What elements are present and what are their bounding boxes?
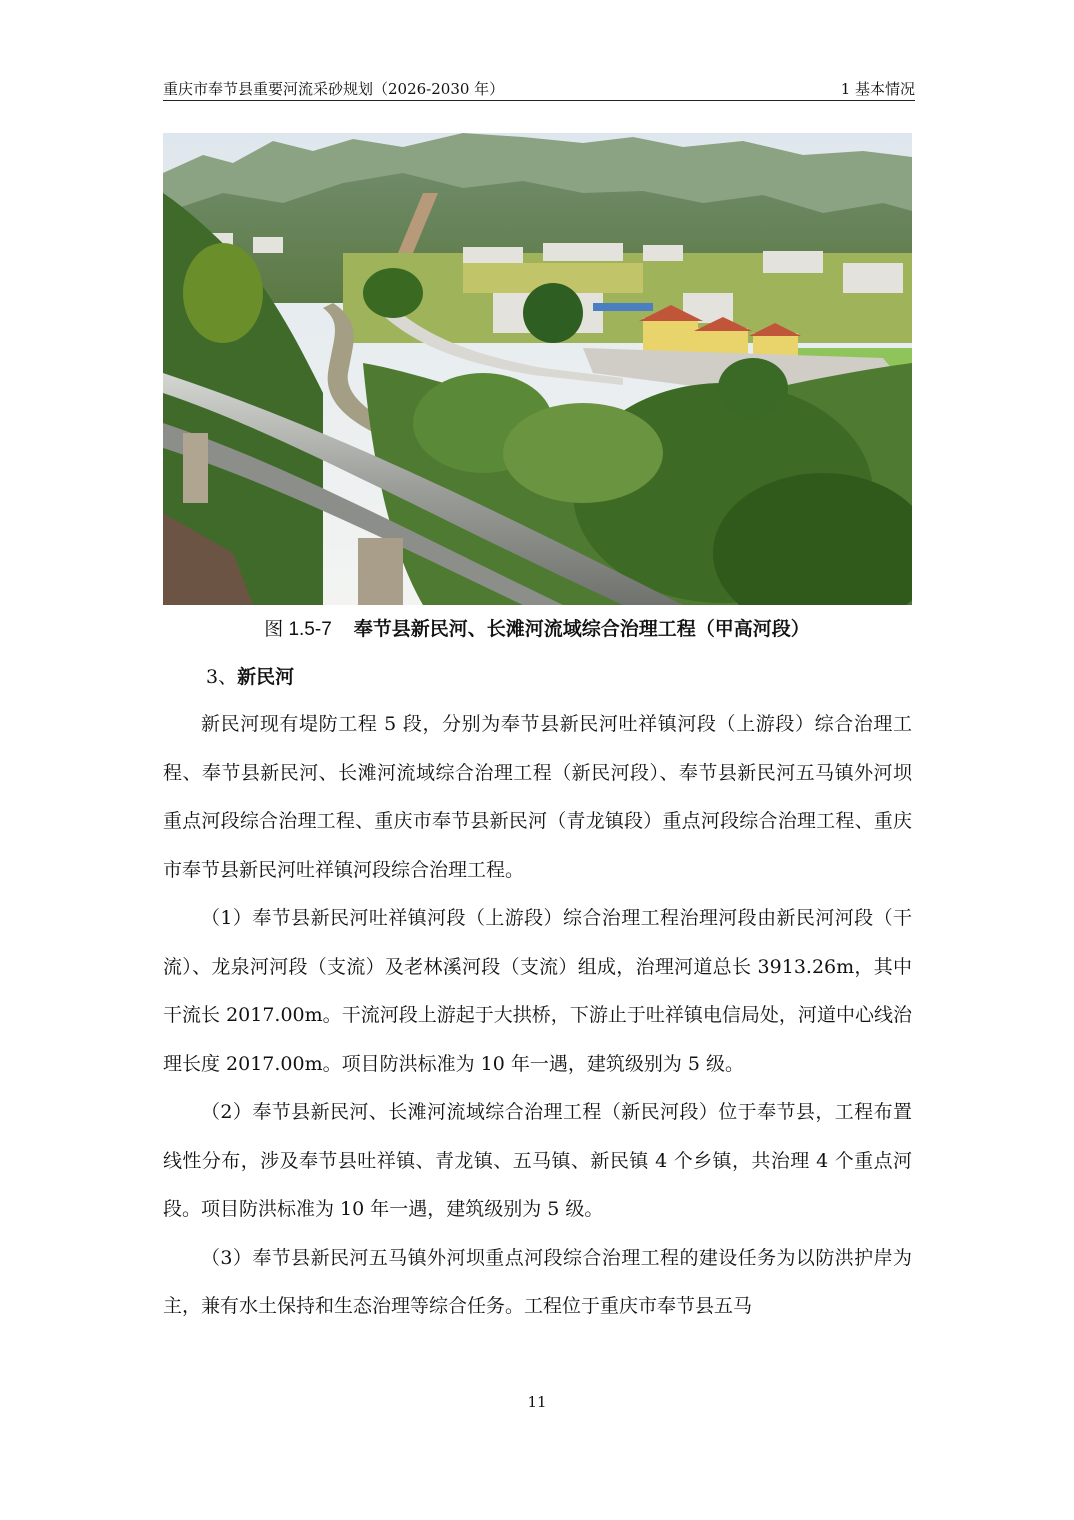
figure-number: 图 1.5-7 [264, 619, 332, 640]
paragraph: 新民河现有堤防工程 5 段，分别为奉节县新民河吐祥镇河段（上游段）综合治理工程、奉节县新民河、长滩河流域综合治理工程（新民河段）、奉节县新民河五马镇外河坝重点河段综合治理工程、重庆市奉节县新民河（青龙镇段）重点河段综合治理工程、重庆市奉节县新民河吐祥镇河段综合治理工程。 [163, 713, 912, 881]
paragraph: （3）奉节县新民河五马镇外河坝重点河段综合治理工程的建设任务为以防洪护岸为主，兼有水土保持和生态治理等综合任务。工程位于重庆市奉节县五马 [163, 1246, 912, 1317]
paragraph: （1）奉节县新民河吐祥镇河段（上游段）综合治理工程治理河段由新民河河段（干流）、龙泉河河段（支流）及老林溪河段（支流）组成，治理河道总长 3913.26m，其中干流长 2017.00m。干流河段上游起于大拱桥，下游止于吐祥镇电信局处，河道中心线治理长度 2017.00m。项目防洪标准为 10 年一遇，建筑级别为 5 级。 [163, 907, 912, 1075]
document-title: 重庆市奉节县重要河流采砂规划（2026-2030 年） [163, 80, 505, 98]
body-text [163, 700, 912, 1331]
chapter-title: 1 基本情况 [840, 80, 915, 98]
page-number: 11 [527, 1393, 547, 1411]
figure-caption [0, 614, 1074, 641]
section-title: 新民河 [237, 666, 295, 688]
figure-caption-text: 奉节县新民河、长滩河流域综合治理工程（甲高河段） [353, 618, 810, 640]
section-heading [206, 662, 294, 689]
figure-photo [163, 133, 912, 605]
section-number: 3、 [206, 666, 238, 688]
page-header [163, 76, 915, 101]
paragraph: （2）奉节县新民河、长滩河流域综合治理工程（新民河段）位于奉节县，工程布置线性分布，涉及奉节县吐祥镇、青龙镇、五马镇、新民镇 4 个乡镇，共治理 4 个重点河段。项目防洪标准为 10 年一遇，建筑级别为 5 级。 [163, 1101, 912, 1220]
